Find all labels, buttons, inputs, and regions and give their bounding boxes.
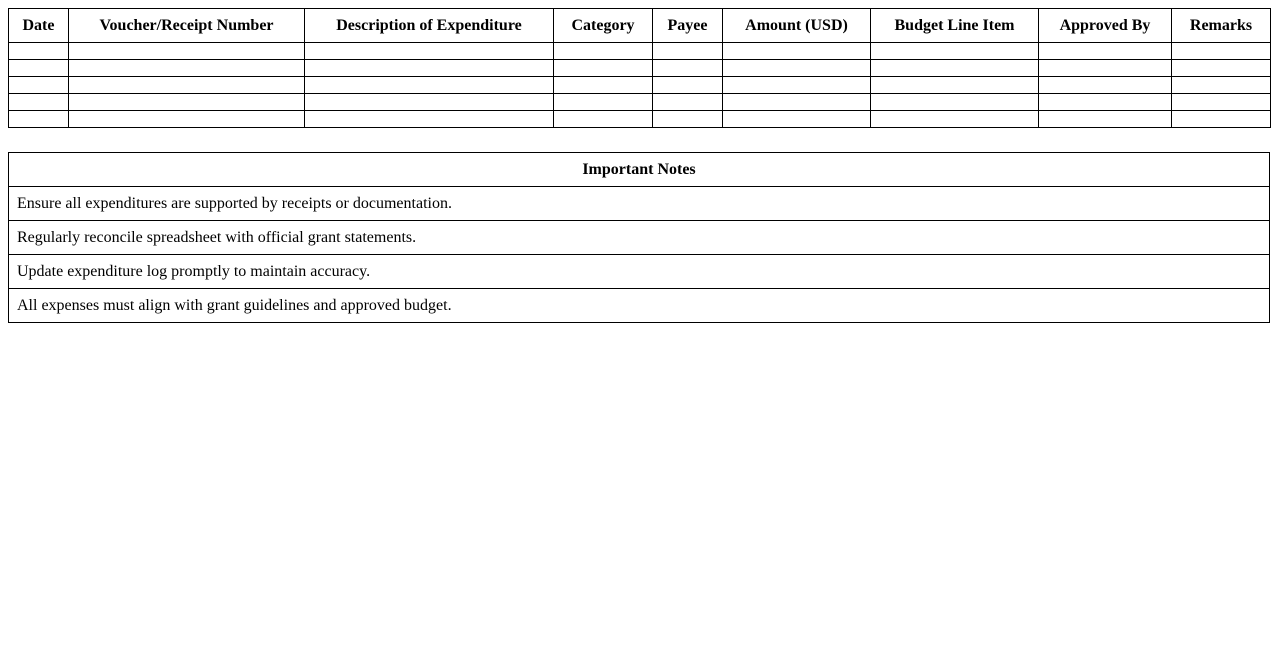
table-cell[interactable] xyxy=(1039,60,1172,77)
table-cell[interactable] xyxy=(305,77,554,94)
table-cell[interactable] xyxy=(9,60,69,77)
column-header-description: Description of Expenditure xyxy=(305,9,554,43)
table-cell[interactable] xyxy=(723,60,871,77)
page xyxy=(0,0,1278,323)
notes-row xyxy=(9,289,1270,323)
note-item: All expenses must align with grant guidelines and approved budget. xyxy=(9,289,1270,323)
table-cell[interactable] xyxy=(871,60,1039,77)
important-notes-table xyxy=(8,152,1270,323)
table-cell[interactable] xyxy=(9,94,69,111)
table-cell[interactable] xyxy=(1039,77,1172,94)
column-header-date: Date xyxy=(9,9,69,43)
table-cell[interactable] xyxy=(305,60,554,77)
table-cell[interactable] xyxy=(554,60,653,77)
column-header-category: Category xyxy=(554,9,653,43)
table-cell[interactable] xyxy=(69,77,305,94)
notes-row xyxy=(9,221,1270,255)
table-cell[interactable] xyxy=(1172,43,1271,60)
table-cell[interactable] xyxy=(653,111,723,128)
table-cell[interactable] xyxy=(1172,94,1271,111)
notes-row xyxy=(9,255,1270,289)
note-item: Update expenditure log promptly to maintain accuracy. xyxy=(9,255,1270,289)
table-cell[interactable] xyxy=(9,77,69,94)
notes-header-row xyxy=(9,153,1270,187)
table-row xyxy=(9,111,1271,128)
table-cell[interactable] xyxy=(1039,43,1172,60)
table-cell[interactable] xyxy=(305,43,554,60)
column-header-remarks: Remarks xyxy=(1172,9,1271,43)
table-cell[interactable] xyxy=(554,111,653,128)
table-cell[interactable] xyxy=(69,43,305,60)
table-cell[interactable] xyxy=(871,77,1039,94)
table-row xyxy=(9,60,1271,77)
table-cell[interactable] xyxy=(653,60,723,77)
table-cell[interactable] xyxy=(653,43,723,60)
note-item: Regularly reconcile spreadsheet with official grant statements. xyxy=(9,221,1270,255)
table-cell[interactable] xyxy=(653,77,723,94)
table-cell[interactable] xyxy=(1039,94,1172,111)
table-cell[interactable] xyxy=(69,60,305,77)
column-header-approved-by: Approved By xyxy=(1039,9,1172,43)
table-cell[interactable] xyxy=(723,43,871,60)
table-header-row xyxy=(9,9,1271,43)
table-cell[interactable] xyxy=(723,94,871,111)
table-cell[interactable] xyxy=(1172,111,1271,128)
table-row xyxy=(9,43,1271,60)
column-header-amount: Amount (USD) xyxy=(723,9,871,43)
table-cell[interactable] xyxy=(1039,111,1172,128)
table-cell[interactable] xyxy=(871,111,1039,128)
table-row xyxy=(9,77,1271,94)
table-cell[interactable] xyxy=(1172,77,1271,94)
column-header-payee: Payee xyxy=(653,9,723,43)
column-header-voucher-number: Voucher/Receipt Number xyxy=(69,9,305,43)
table-cell[interactable] xyxy=(1172,60,1271,77)
table-cell[interactable] xyxy=(871,43,1039,60)
table-cell[interactable] xyxy=(69,111,305,128)
note-item: Ensure all expenditures are supported by receipts or documentation. xyxy=(9,187,1270,221)
expenditure-log-table xyxy=(8,8,1271,128)
table-cell[interactable] xyxy=(723,77,871,94)
table-cell[interactable] xyxy=(554,94,653,111)
table-cell[interactable] xyxy=(69,94,305,111)
column-header-budget-line-item: Budget Line Item xyxy=(871,9,1039,43)
notes-title: Important Notes xyxy=(9,153,1270,187)
table-cell[interactable] xyxy=(871,94,1039,111)
table-cell[interactable] xyxy=(723,111,871,128)
table-cell[interactable] xyxy=(554,43,653,60)
table-cell[interactable] xyxy=(9,111,69,128)
table-row xyxy=(9,94,1271,111)
table-cell[interactable] xyxy=(554,77,653,94)
table-cell[interactable] xyxy=(305,94,554,111)
table-cell[interactable] xyxy=(653,94,723,111)
notes-row xyxy=(9,187,1270,221)
table-cell[interactable] xyxy=(9,43,69,60)
table-cell[interactable] xyxy=(305,111,554,128)
